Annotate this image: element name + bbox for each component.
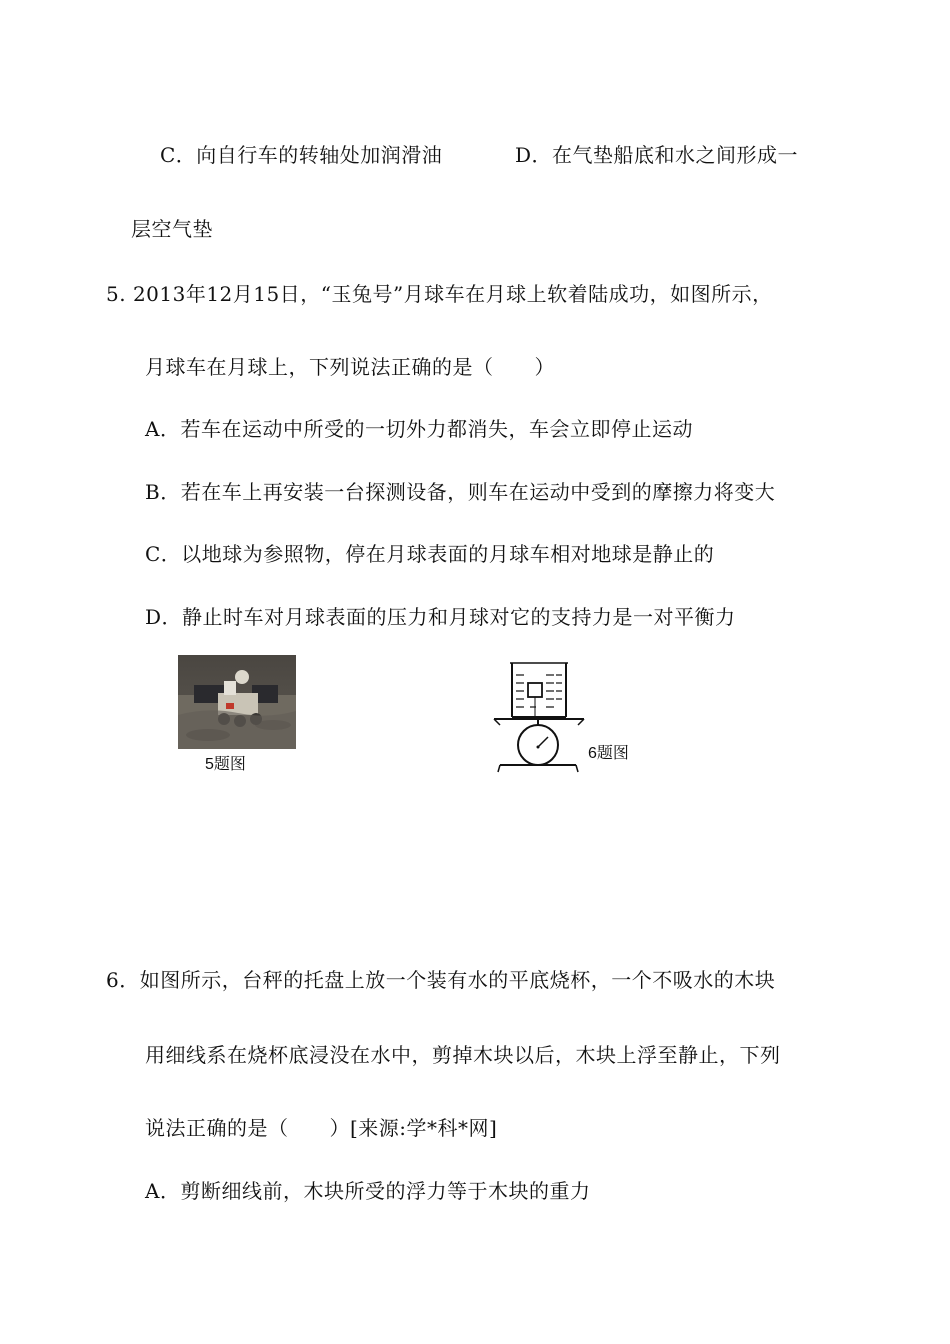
q4-option-d: D．在气垫船底和水之间形成一 [515,143,799,167]
q5-option-d: D．静止时车对月球表面的压力和月球对它的支持力是一对平衡力 [145,605,736,629]
q4-option-c: C．向自行车的转轴处加润滑油 [160,143,443,167]
lunar-rover-photo [178,655,296,749]
figure-6-caption: 6题图 [588,745,629,762]
q5-stem-line1: 5. 2013年12月15日，“玉兔号”月球车在月球上软着陆成功，如图所示， [106,282,773,306]
q5-option-c: C．以地球为参照物，停在月球表面的月球车相对地球是静止的 [145,542,715,566]
q6-stem-line1: 6．如图所示，台秤的托盘上放一个装有水的平底烧杯，一个不吸水的木块 [106,968,776,992]
scale-beaker-diagram [480,655,600,775]
q6-option-a: A．剪断细线前，木块所受的浮力等于木块的重力 [145,1179,591,1203]
q5-option-b: B．若在车上再安装一台探测设备，则车在运动中受到的摩擦力将变大 [145,480,776,504]
q6-stem-line3: 说法正确的是（ ）[来源:学*科*网] [145,1116,498,1140]
q5-option-a: A．若车在运动中所受的一切外力都消失，车会立即停止运动 [145,417,693,441]
figure-5-caption: 5题图 [205,756,246,773]
q6-stem-line2: 用细线系在烧杯底浸没在水中，剪掉木块以后，木块上浮至静止，下列 [145,1043,781,1067]
q5-stem-line2: 月球车在月球上，下列说法正确的是（ ） [145,355,555,379]
q4-option-d-wrap: 层空气垫 [131,217,213,241]
